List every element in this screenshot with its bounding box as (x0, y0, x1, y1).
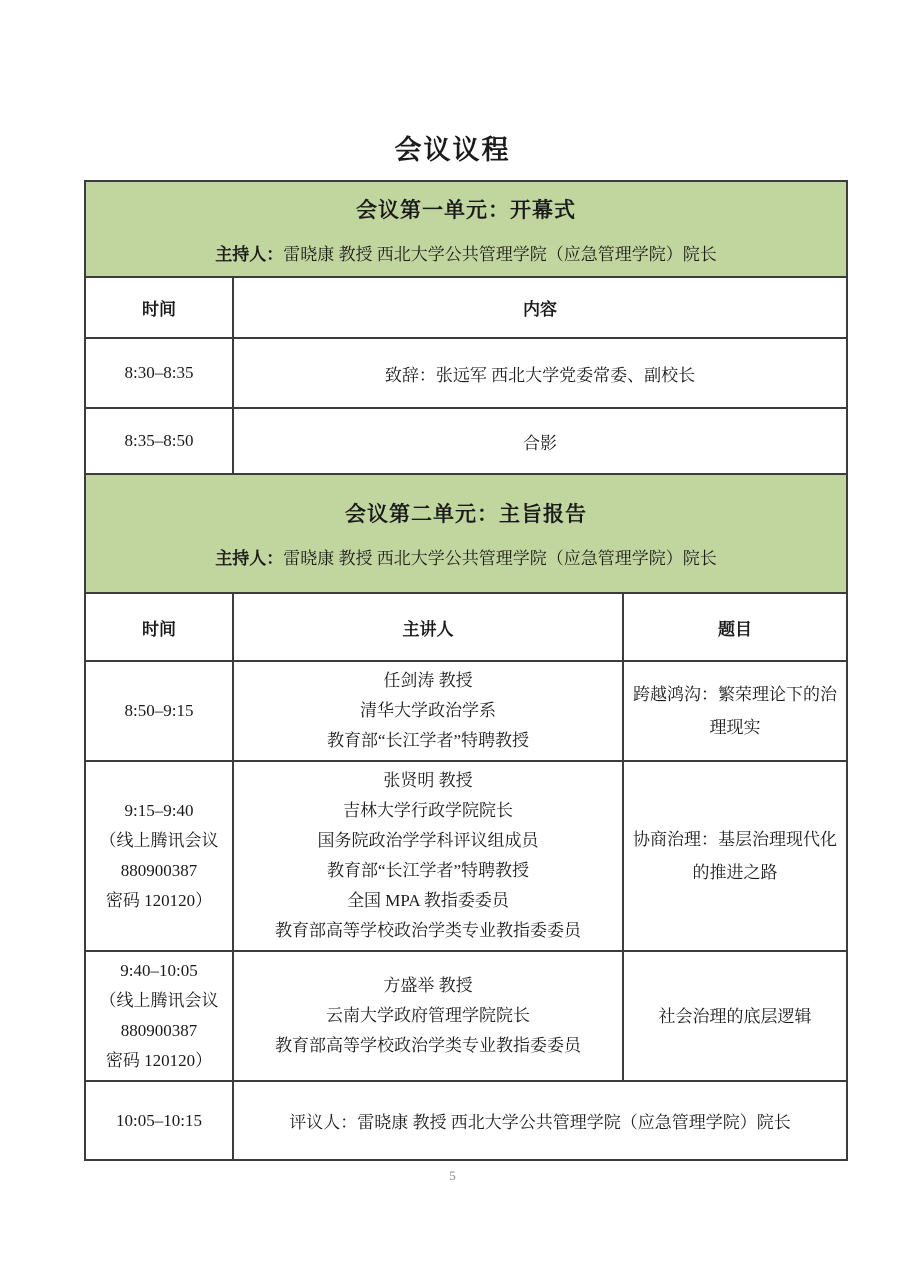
session2-title: 会议第二单元：主旨报告 (345, 502, 587, 526)
session2-row0-speaker (233, 661, 623, 761)
session2-row1-topic: 协商治理：基层治理现代化的推进之路 (623, 761, 847, 951)
session2-header (85, 474, 847, 593)
session1-col-content: 内容 (233, 277, 847, 338)
session1-row1-content: 合影 (233, 408, 847, 474)
agenda-table (84, 180, 848, 1161)
session2-row1-time (85, 761, 233, 951)
session1-host-text: 雷晓康 教授 西北大学公共管理学院（应急管理学院）院长 (283, 244, 717, 264)
time-line: （线上腾讯会议 (99, 991, 219, 1010)
time-line: 880900387 (120, 861, 198, 880)
table-row (85, 338, 847, 408)
speaker-line: 教育部高等学校政治学类专业教指委委员 (275, 1036, 581, 1055)
time-line: 880900387 (120, 1021, 198, 1040)
session1-title: 会议第一单元：开幕式 (356, 197, 576, 222)
speaker-line: 教育部“长江学者”特聘教授 (326, 731, 530, 750)
session2-host-line (92, 544, 840, 569)
speaker-line: 全国 MPA 教指委委员 (347, 891, 509, 910)
speaker-line: 方盛举 教授 (383, 976, 473, 995)
session1-row0-content: 致辞：张远军 西北大学党委常委、副校长 (233, 338, 847, 408)
session1-col-time: 时间 (85, 277, 233, 338)
table-row (85, 951, 847, 1081)
speaker-line: 吉林大学行政学院院长 (343, 801, 513, 820)
page-number: 5 (449, 1168, 456, 1183)
table-row (85, 1081, 847, 1160)
speaker-line: 教育部“长江学者”特聘教授 (326, 861, 530, 880)
session2-row3-review: 评议人：雷晓康 教授 西北大学公共管理学院（应急管理学院）院长 (233, 1081, 847, 1160)
speaker-line: 国务院政治学学科评议组成员 (317, 831, 539, 850)
session2-host-text: 雷晓康 教授 西北大学公共管理学院（应急管理学院）院长 (283, 549, 717, 568)
session1-header (85, 181, 847, 277)
table-row (85, 761, 847, 951)
session1-row1-time: 8:35–8:50 (85, 408, 233, 474)
session2-row3-time: 10:05–10:15 (85, 1081, 233, 1160)
session2-col-speaker: 主讲人 (233, 593, 623, 661)
speaker-line: 清华大学政治学系 (360, 701, 496, 720)
session2-row1-speaker (233, 761, 623, 951)
page-title: 会议议程 (394, 135, 511, 165)
session1-host-line (92, 240, 840, 265)
speaker-line: 张贤明 教授 (383, 771, 473, 790)
speaker-line: 教育部高等学校政治学类专业教指委委员 (275, 921, 581, 940)
session2-col-time: 时间 (85, 593, 233, 661)
speaker-line: 云南大学政府管理学院院长 (326, 1006, 530, 1025)
time-line: 密码 120120） (105, 1051, 213, 1070)
table-row (85, 661, 847, 761)
session1-row0-time: 8:30–8:35 (85, 338, 233, 408)
session2-col-topic: 题目 (623, 593, 847, 661)
session2-row2-topic: 社会治理的底层逻辑 (623, 951, 847, 1081)
time-line: 8:50–9:15 (124, 701, 194, 720)
session2-row0-topic: 跨越鸿沟：繁荣理论下的治理现实 (623, 661, 847, 761)
session2-row0-time (85, 661, 233, 761)
time-line: 9:40–10:05 (120, 961, 198, 980)
session1-host-label: 主持人： (215, 244, 284, 264)
session2-row2-speaker (233, 951, 623, 1081)
session2-row2-time (85, 951, 233, 1081)
table-row (85, 408, 847, 474)
speaker-line: 任剑涛 教授 (383, 671, 473, 690)
time-line: 密码 120120） (105, 891, 213, 910)
time-line: 9:15–9:40 (124, 801, 194, 820)
session2-host-label: 主持人： (215, 549, 284, 568)
time-line: （线上腾讯会议 (99, 831, 219, 850)
